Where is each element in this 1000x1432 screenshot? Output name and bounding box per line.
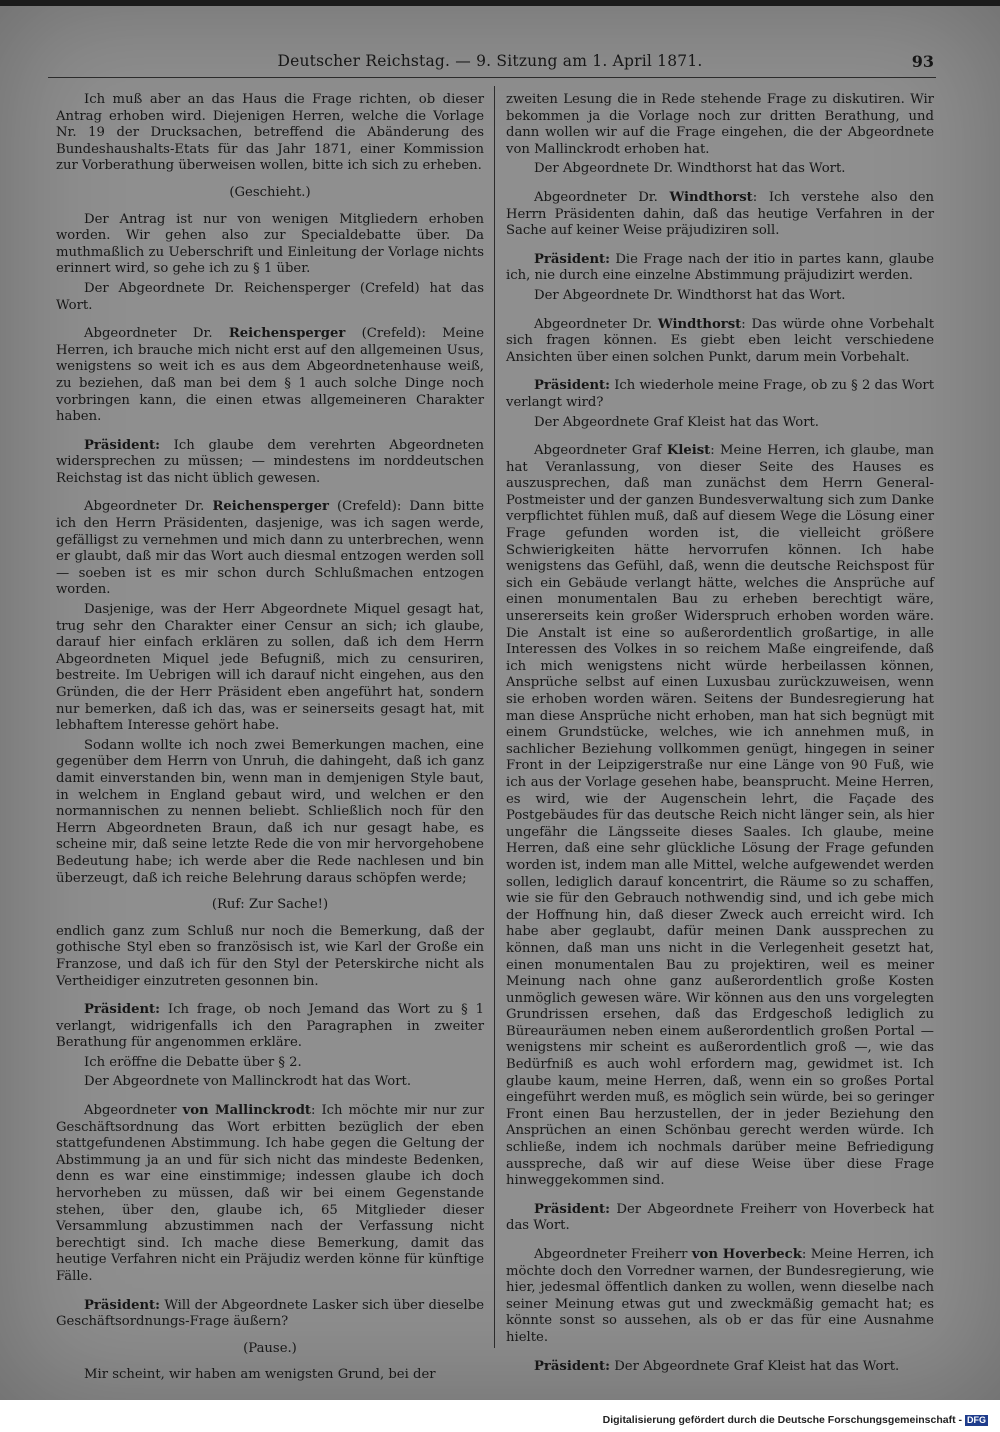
paragraph: Ich muß aber an das Haus die Frage richten, ob dieser Antrag erhoben wird. Diejenigen Herren, welche die Vorlage Nr. 19 der Drucksachen, betreffend die Abänderung des Bundeshaushalts-Etats für das Jahr 1871, einer Kommission zur Vorberathung überweisen wollen, bitte ich sich zu erheben. [56,92,484,174]
paragraph: Dasjenige, was der Herr Abgeordnete Miquel gesagt hat, trug sehr den Charakter einer Censur an sich; ich glaube, darauf hier einfach erklären zu sollen, daß ich dem Herrn Abgeordneten Miquel jede Befugniß, mich zu censuriren, bestreite. Im Uebrigen will ich darauf nicht eingehen, aus den Gründen, die der Herr Präsident eben angeführt hat, sondern nur bemerken, daß ich das, was er seinerseits gesagt hat, mit lebhaftem Interesse gehört habe. [56,602,484,734]
header-title: Deutscher Reichstag. — 9. Sitzung am 1. April 1871. [277,52,703,70]
speaker-prefix: Abgeordneter Graf [534,443,667,459]
paragraph: Der Abgeordnete von Mallinckrodt hat das Wort. [84,1074,412,1090]
speech-paragraph [56,326,484,426]
paragraph: zweiten Lesung die in Rede stehende Frage zu diskutiren. Wir bekommen ja die Vorlage noch zur dritten Berathung, und dann wollen wir auf die Frage eingehen, die der Abgeordnete von Mallinckrodt erhoben hat. [506,92,934,157]
speech-text: (Crefeld): Dann bitte ich den Herrn Präsidenten, dasjenige, was ich sagen werde, gefälligst zu vernehmen und mich dann zu unterbrechen, wenn er glaubt, daß mir das Wort auch diesmal entzogen werden soll — soeben ist es mir schon durch Schlußmachen entzogen worden. [56,499,485,598]
speaker-name: Präsident: [534,1201,611,1217]
stage-direction: (Pause.) [243,1340,297,1356]
digitization-footer [603,1414,988,1426]
speech-paragraph [506,1202,934,1235]
speech-paragraph [56,1298,484,1331]
running-header [40,52,940,74]
speaker-name: Präsident: [534,251,611,267]
speech-paragraph [56,1103,484,1286]
speech-paragraph [506,1359,934,1376]
speaker-name: Präsident: [84,1297,161,1313]
speech-text: Der Abgeordnete Graf Kleist hat das Wort. [610,1358,900,1374]
paragraph: Der Abgeordnete Graf Kleist hat das Wort. [534,414,819,430]
speech-paragraph [56,1002,484,1052]
speaker-name: Reichensperger [228,326,346,342]
speech-text: : Ich verstehe also den Herrn Präsidenten dahin, daß das heutige Verfahren in der Sache auf keiner Weise präjudiziren soll. [506,189,934,239]
header-rule [48,77,936,78]
paragraph: Ich eröffne die Debatte über § 2. [84,1054,302,1070]
speech-paragraph [506,1247,934,1347]
speaker-name: Präsident: [84,1002,161,1018]
speaker-name: Windthorst [657,316,742,332]
footer-credit: Digitalisierung gefördert durch die Deutsche Forschungsgemeinschaft - [602,1414,962,1426]
stage-direction: (Ruf: Zur Sache!) [211,897,329,913]
paragraph: endlich ganz zum Schluß nur noch die Bemerkung, daß der gothische Styl eben so französisch ist, wie Karl der Große ein Franzose, und daß ich für den Styl der Peterskirche nicht als Vertheidiger einzutreten gesonnen bin. [56,923,484,989]
speech-text: Der Abgeordnete Freiherr von Hoverbeck hat das Wort. [506,1201,934,1234]
speech-paragraph [506,190,934,240]
scan-top-edge [0,0,1000,6]
speaker-prefix: Abgeordneter Dr. [84,326,229,342]
page-number: 93 [911,52,934,71]
speaker-name: von Hoverbeck [691,1247,802,1262]
speech-text: : Ich möchte mir nur zur Geschäftsordnung das Wort erbitten bezüglich der eben stattgefundenen Abstimmung. Ich habe gegen die Geltung der Abstimmung ja an und für sich nicht das mindeste Bedenken, denn es war eine einstimmige; indessen glaube ich doch hervorheben zu müssen, daß wir bei einem Gegenstande stehen, über den, glaube ich, 65 Mitglieder dieser Versammlung abzustimmen nach der Verfassung nicht berechtigt sind. Ich mache diese Bemerkung, damit das heutige Verfahren nicht ein Präjudiz werden könne für künftige Fälle. [56,1103,484,1284]
paragraph: Mir scheint, wir haben am wenigsten Grund, bei der [84,1367,436,1383]
speaker-name: Präsident: [534,378,611,394]
right-column [506,92,934,1378]
paragraph: Sodann wollte ich noch zwei Bemerkungen machen, eine gegenüber dem Herrn von Unruh, die dahingeht, daß ich ganz damit einverstanden bin, wenn man in demjenigen Style baut, in welchem in England gebaut wird, und welchen er den normannischen zu nennen beliebt. Schließlich noch für den Herrn Abgeordneten Braun, daß ich nur gesagt habe, es scheine mir, daß seine letzte Rede die von mir hervorgehobene Bedeutung habe; ich werde aber die Rede nachlesen und bin überzeugt, daß ich reiche Belehrung daraus schöpfen werde; [56,737,484,886]
speech-paragraph [506,252,934,285]
dfg-logo: DFG [967,1414,986,1425]
speech-text: Die Frage nach der itio in partes kann, glaube ich, nie durch eine einzelne Abstimmung präjudizirt werden. [506,251,934,284]
speech-text: Will der Abgeordnete Lasker sich über dieselbe Geschäftsordnungs-Frage äußern? [56,1297,484,1330]
speech-text: (Crefeld): Meine Herren, ich brauche mich nicht erst auf den allgemeinen Usus, wenigstens so weit ich es aus dem Abgeordnetenhause weiß, zu beziehen, daß man bei dem § 1 auch solche Dinge noch vorbringen kann, die einen etwas allgemeineren Charakter haben. [56,326,484,425]
left-column [56,92,484,1387]
speaker-name: Windthorst [669,189,753,205]
speaker-name: Präsident: [84,437,161,453]
stage-direction: (Geschieht.) [229,184,311,200]
speech-text: : Meine Herren, ich glaube, man hat Veranlassung, von dieser Seite des Hauses es auszusprechen, daß man zunächst dem Herrn General-Postmeister und der ganzen Bundesverwaltung sich zum Danke verpflichtet fühlen muß, daß auf diesem Wege die Lösung einer Frage gefunden worden ist, die vielleicht größere Schwierigkeiten hätte hervorrufen können. Ich habe wenigstens das Gefühl, daß, wenn die deutsche Reichspost für sich ein Gebäude verlangt hätte, welches die Ansprüche auf einen monumentalen Bau zu erheben berechtigt wäre, unsererseits kein großer Widerspruch erhoben worden wäre. Die Anstalt ist eine so außerordentlich großartige, in alle Interessen des Volkes in so reichem Maße eingreifende, daß ich mich wenigstens nicht würde herbeilassen können, Ansprüche selbst auf einen Luxusbau zurückzuweisen, wenn sie erhoben worden wären. Seitens der Bundesregierung hat man diese Ansprüche nicht erhoben, man hat sich begnügt mit einem Grundstücke, welches, wie ich annehmen muß, in sachlicher Beziehung vollkommen genügt, hingegen in seiner Front in der Leipzigerstraße nur eine Länge von 90 Fuß, wie ich aus der Vorlage gesehen habe, beansprucht. Meine Herren, es wird, wie der Augenschein lehrt, die Façade des Postgebäudes für das deutsche Reich nicht länger sein, als hier ungefähr die Längsseite dieses Saales. Ich glaube, meine Herren, daß eine sehr glückliche Lösung der Frage gefunden worden ist, indem man alle Mittel, welche aufgewendet werden sollen, lediglich darauf koncentrirt, die Räume so zu schaffen, wie sie für den Gebrauch nothwendig sind, und ich gebe mich der Hoffnung hin, daß dieser Zweck auch erreicht wird. Ich habe aber geglaubt, dafür meinen Dank aussprechen zu können, daß man uns nicht in die Verlegenheit gesetzt hat, einen monumentalen Bau zu projektiren, weil es meiner Meinung nach ohne ganz außerordentlich große Kosten unmöglich gewesen wäre. Wir können aus den uns vorgelegten Grundrissen ersehen, daß das Erdgeschoß lediglich zu Büreauräumen neben einem außerordentlich großen Portal — wenigstens mir scheint es außerordentlich groß —, wie das Bedürfniß es auch wohl erfordern mag, gewidmet ist. Ich glaube kaum, meine Herren, daß, wenn ein so großes Portal eingeführt werden muß, es möglich sein würde, bei so geringer Front einen Bau herzustellen, der in jeder Beziehung den Ansprüchen an einen Schönbau gerecht werden würde. Ich schließe, indem ich nochmals darüber meine Befriedigung ausspreche, daß wir auf diese Weise über diese Frage hinweggekommen sind. [506,443,934,1189]
speech-paragraph [506,443,934,1190]
speech-paragraph [506,378,934,411]
speaker-prefix: Abgeordneter Dr. [534,189,670,205]
paragraph: Der Abgeordnete Dr. Reichensperger (Crefeld) hat das Wort. [56,280,484,313]
speech-paragraph [56,438,484,488]
speaker-prefix: Abgeordneter Dr. [534,316,658,332]
speaker-name: von Mallinckrodt [182,1103,312,1119]
speaker-prefix: Abgeordneter [84,1103,183,1119]
speech-text: : Meine Herren, ich möchte doch den Vorredner warnen, der Bundesregierung, wie hier, jedesmal öffentlich danken zu wollen, wenn dieselbe nach seiner Meinung etwas gut und zweckmäßig gemacht hat; es könnte sonst so aussehen, als ob er das für eine Ausnahme hielte. [506,1247,934,1345]
speech-text: Ich wiederhole meine Frage, ob zu § 2 das Wort verlangt wird? [506,378,934,410]
speaker-name: Reichensperger [212,499,329,515]
speech-text: Ich glaube dem verehrten Abgeordneten widersprechen zu müssen; — mindestens im norddeutschen Reichstag ist das nicht üblich gewesen. [56,437,484,486]
speaker-name: Präsident: [534,1358,611,1374]
paragraph: Der Abgeordnete Dr. Windthorst hat das Wort. [534,287,846,303]
speech-text: Ich frage, ob noch Jemand das Wort zu § 1 verlangt, widrigenfalls ich den Paragraphen in zweiter Berathung für angenommen erkläre. [56,1002,484,1051]
column-divider [494,86,495,1348]
speech-paragraph [506,317,934,367]
speech-text: : Das würde ohne Vorbehalt sich fragen können. Es giebt eben leicht verschiedene Ansichten über einen solchen Punkt, darum mein Vorbehalt. [506,316,934,365]
speaker-prefix: Abgeordneter Freiherr [534,1247,692,1262]
paragraph: Der Abgeordnete Dr. Windthorst hat das Wort. [534,161,846,177]
speech-paragraph [56,499,484,599]
speaker-prefix: Abgeordneter Dr. [84,499,213,515]
speaker-name: Kleist [666,443,711,459]
paragraph: Der Antrag ist nur von wenigen Mitgliedern erhoben worden. Wir gehen also zur Specialdebatte über. Da muthmaßlich zu Ueberschrift und Einleitung der Vorlage nichts erinnert wird, so gehe ich zu § 1 über. [56,211,484,277]
